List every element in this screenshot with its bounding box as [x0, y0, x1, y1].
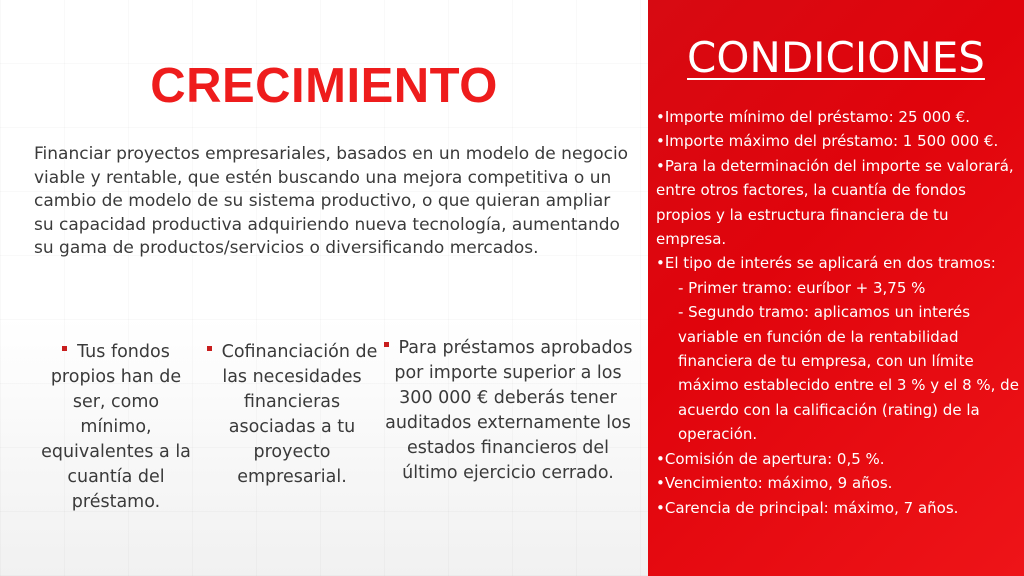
condition-item: •El tipo de interés se aplicará en dos tramos: — [656, 254, 996, 273]
bullet-square-icon — [384, 342, 389, 347]
bullet-text: Cofinanciación de las necesidades financieras asociadas a tu proyecto empresarial. — [221, 342, 378, 487]
bullet-square-icon — [207, 346, 212, 351]
bullet-square-icon — [62, 346, 67, 351]
bullet-cofinanciacion — [203, 340, 381, 490]
condition-item: •Carencia de principal: máximo, 7 años. — [656, 498, 959, 517]
bullet-text: Para préstamos aprobados por importe superior a los 300 000 € deberás tener auditados externamente los estados financieros del último ejercicio cerrado. — [385, 338, 633, 483]
condition-item: •Para la determinación del importe se valorará, entre otros factores, la cuantía de fondos propios y la estructura financiera de tu empresa. — [656, 156, 1014, 249]
condition-subitem: - Primer tramo: euríbor + 3,75 % — [678, 278, 926, 297]
condition-item: •Importe mínimo del préstamo: 25 000 €. — [656, 108, 970, 126]
slide-title: CRECIMIENTO — [150, 59, 498, 113]
bullet-auditoria — [382, 336, 634, 486]
intro-paragraph: Financiar proyectos empresariales, basados en un modelo de negocio viable y rentable, que estén buscando una mejora competitiva o un cambio de modelo de su sistema productivo, o que quieran ampliar su capacidad productiva adquiriendo nueva tecnología, aumentando su gama de productos/servicios o diversificando mercados. — [34, 144, 629, 258]
conditions-list — [656, 105, 1020, 520]
condition-subitem: - Segundo tramo: aplicamos un interés variable en función de la rentabilidad financiera de tu empresa, con un límite máximo establecido entre el 3 % y el 8 %, de acuerdo con la calificación (rating) de la operación. — [678, 303, 1019, 444]
condition-item: •Vencimiento: máximo, 9 años. — [656, 474, 893, 493]
conditions-title: CONDICIONES — [687, 33, 985, 82]
bullet-fondos-propios — [38, 340, 194, 515]
condition-item: •Importe máximo del préstamo: 1 500 000 €. — [656, 132, 999, 151]
bullet-text: Tus fondos propios han de ser, como mínimo, equivalentes a la cuantía del préstamo. — [41, 342, 191, 512]
conditions-panel — [648, 0, 1024, 576]
condition-item: •Comisión de apertura: 0,5 %. — [656, 449, 885, 468]
